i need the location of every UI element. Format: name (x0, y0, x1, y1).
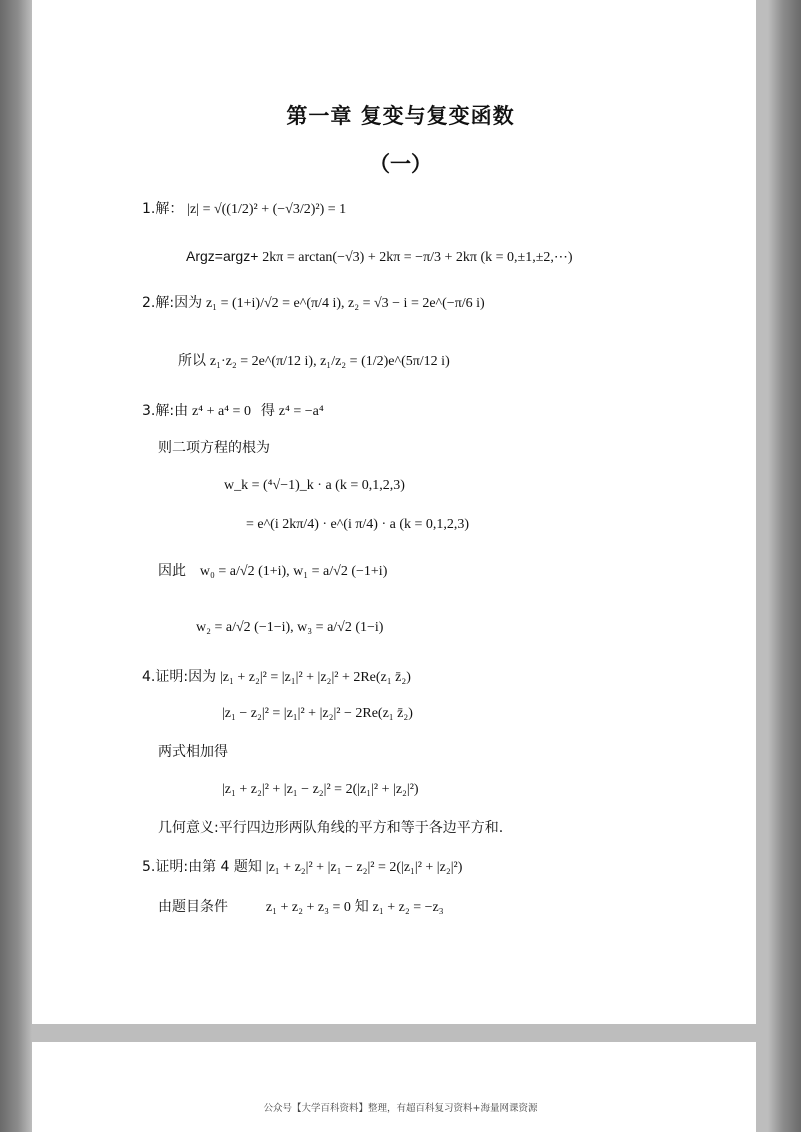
problem-4-sum-label: 两式相加得 (158, 744, 228, 760)
problem-1-line2 (186, 246, 573, 268)
problem-3-roots-label: 则二项方程的根为 (158, 440, 270, 456)
problem-5 (142, 856, 462, 878)
problem-2 (142, 292, 485, 314)
problem-5-eq2a: z₁ + z₂ + z₃ = 0 (265, 900, 351, 915)
problem-3-eq3: = e^(i 2kπ/4) · e^(i π/4) · a (k = 0,1,2,3) (246, 517, 470, 532)
problem-5-eq2b: z₁ + z₂ = −z₃ (372, 900, 444, 915)
problem-3-therefore (158, 560, 387, 582)
problem-3-label: 3.解:由 (142, 403, 189, 419)
problem-3-eq4: w₀ = a/√2 (1+i), w₁ = a/√2 (−1+i) (199, 564, 388, 579)
problem-3-therefore-label: 因此 (158, 563, 186, 579)
problem-2-eq2: z₁·z₂ = 2e^(π/12 i), z₁/z₂ = (1/2)e^(5π/12 i) (209, 354, 450, 369)
problem-3 (142, 400, 324, 422)
document-page-2 (32, 1042, 756, 1132)
problem-3-eq1b: z⁴ = −a⁴ (278, 404, 324, 419)
problem-2-label: 2.解:因为 (142, 295, 203, 311)
problem-1-label: 1.解： (142, 201, 184, 217)
problem-3-eq5: w₂ = a/√2 (−1−i), w₃ = a/√2 (1−i) (196, 620, 384, 635)
footer-watermark: 公众号【大学百科资料】整理，有超百科复习资料+海量网课资源 (263, 1103, 538, 1114)
problem-5-cond-label: 由题目条件 (158, 899, 228, 915)
problem-4-label: 4.证明:因为 (142, 669, 217, 685)
problem-2-eq1: z₁ = (1+i)/√2 = e^(π/4 i), z₂ = √3 − i = 2e^(−π/6 i) (205, 296, 485, 311)
section-subtitle: （一） (369, 152, 432, 176)
problem-1-eq1: |z| = √((1/2)² + (−√3/2)²) = 1 (187, 202, 347, 217)
problem-4-eq1: |z₁ + z₂|² = |z₁|² + |z₂|² + 2Re(z₁ z̄₂) (219, 670, 411, 685)
problem-4-eq3: |z₁ + z₂|² + |z₁ − z₂|² = 2(|z₁|² + |z₂|²) (222, 782, 419, 797)
problem-1-eq2: 2kπ = arctan(−√3) + 2kπ = −π/3 + 2kπ (k = 0,±1,±2,⋯) (262, 250, 573, 265)
problem-2-so-label: 所以 (178, 353, 206, 369)
problem-2-line2 (178, 350, 450, 372)
problem-5-condition (158, 896, 444, 918)
problem-1 (142, 198, 346, 220)
problem-3-eq2: w_k = (⁴√−1)_k · a (k = 0,1,2,3) (224, 478, 405, 493)
problem-4-geometry: 几何意义:平行四边形两队角线的平方和等于各边平方和. (158, 820, 504, 836)
problem-3-de: 得 (260, 403, 275, 419)
problem-5-zhi: 知 (354, 899, 369, 915)
problem-5-label: 5.证明:由第 4 题知 (142, 859, 262, 875)
problem-5-eq1: |z₁ + z₂|² + |z₁ − z₂|² = 2(|z₁|² + |z₂|²) (265, 860, 463, 875)
problem-4-eq2: |z₁ − z₂|² = |z₁|² + |z₂|² − 2Re(z₁ z̄₂) (222, 706, 413, 721)
problem-4 (142, 666, 411, 688)
problem-3-eq1a: z⁴ + a⁴ = 0 (191, 404, 251, 419)
problem-1-eq2-text: Argz=argz+ (186, 248, 259, 264)
chapter-title: 第一章 复变与复变函数 (286, 104, 515, 128)
